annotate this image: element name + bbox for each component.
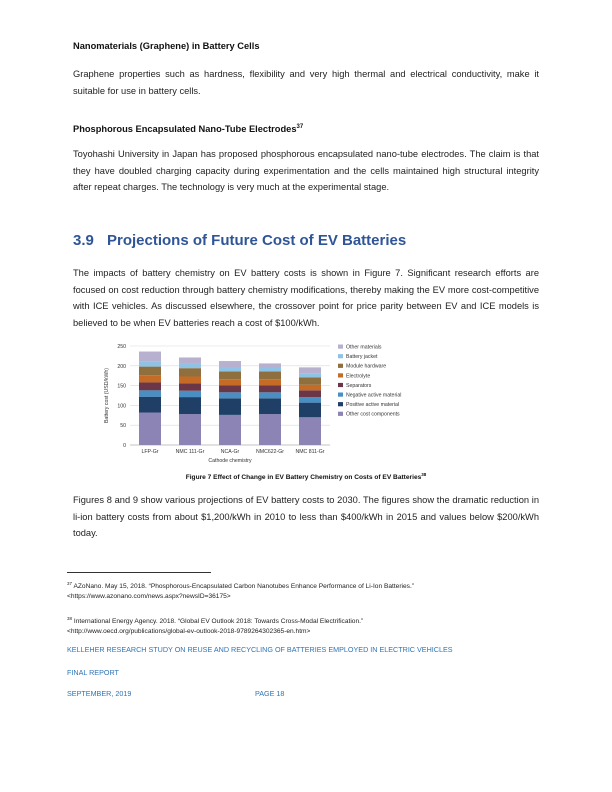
battery-cost-chart — [88, 338, 508, 466]
bar-module-hardware-nmc-811-gr — [299, 377, 321, 385]
figure-caption-text: Figure 7 Effect of Change in EV Battery Chemistry on Costs of EV Batteries — [185, 474, 422, 482]
y-tick-label: 200 — [117, 363, 126, 370]
bar-other-cost-components-nmc-811-gr — [299, 417, 321, 445]
legend-swatch-battery-jacket — [338, 354, 343, 358]
footer-report: FINAL REPORT — [67, 668, 119, 677]
section-title — [73, 232, 539, 249]
bar-electrolyte-nca-gr — [219, 379, 241, 385]
legend-label-battery-jacket: Battery jacket — [346, 354, 378, 361]
bar-electrolyte-nmc-811-gr — [299, 385, 321, 391]
projections-paragraph: The impacts of battery chemistry on EV battery costs is shown in Figure 7. Significant research efforts are focused on cost reduction through battery chemistry modifications, thereby making the EV more cost-competitive with ICE vehicles. As discussed elsewhere, the crossover point for price parity between EV and ICE models is believed to be when EV batteries reach a cost of $100/kWh. — [73, 268, 539, 328]
bar-other-materials-nca-gr — [219, 361, 241, 367]
bar-battery-jacket-nmc622-gr — [259, 367, 281, 371]
legend-swatch-positive-active-material — [338, 402, 343, 406]
x-tick-label: NMC622-Gr — [256, 449, 284, 455]
phosphorous-paragraph: Toyohashi University in Japan has proposed phosphorous encapsulated nano-tube electrodes. The claim is that they have doubled charging capacity during experimentation and the cells maintained high structural integrity after repeat charges. The technology is very much at the experimental stage. — [73, 149, 539, 192]
bar-battery-jacket-nca-gr — [219, 367, 241, 371]
bar-positive-active-material-nmc-811-gr — [299, 403, 321, 418]
figures-paragraph: Figures 8 and 9 show various projections of EV battery costs to 2030. The figures show the dramatic reduction in li-ion battery costs from about $1,200/kWh in 2010 to less than $400/kWh in 2015 and values below $200/kWh today. — [73, 495, 539, 538]
footnote-38-text: International Energy Agency. 2018. “Global EV Outlook 2018: Towards Cross-Modal Electrification.” — [73, 618, 364, 626]
x-tick-label: LFP-Gr — [141, 449, 159, 455]
legend-swatch-module-hardware — [338, 364, 343, 368]
legend-swatch-other-cost-components — [338, 412, 343, 416]
footnote-38-number: 38 — [67, 616, 73, 621]
x-tick-label: NCA-Gr — [220, 449, 240, 455]
graphene-heading: Nanomaterials (Graphene) in Battery Cells — [73, 41, 260, 51]
bar-other-cost-components-nca-gr — [219, 415, 241, 445]
footnote-37-text: AZoNano. May 15, 2018. “Phosphorous-Encapsulated Carbon Nanotubes Enhance Performance of Li-Ion Batteries.” — [73, 583, 414, 591]
footnote-37 — [67, 579, 547, 602]
bar-positive-active-material-nmc622-gr — [259, 398, 281, 414]
bar-electrolyte-nmc622-gr — [259, 379, 281, 385]
x-tick-label: NMC 811-Gr — [295, 449, 325, 455]
bar-negative-active-material-nca-gr — [219, 392, 241, 398]
bar-module-hardware-nmc622-gr — [259, 371, 281, 379]
bar-positive-active-material-nca-gr — [219, 398, 241, 415]
bar-separators-nmc622-gr — [259, 385, 281, 392]
footnote-ref-37[interactable]: 37 — [296, 124, 304, 130]
footnote-38-line1 — [67, 614, 547, 627]
legend-label-other-materials: Other materials — [346, 344, 382, 351]
footnote-38 — [67, 614, 547, 637]
footer-study-title: KELLEHER RESEARCH STUDY ON REUSE AND RECYCLING OF BATTERIES EMPLOYED IN ELECTRIC VEHICLES — [67, 645, 453, 654]
bar-module-hardware-nmc-111-gr — [179, 368, 201, 376]
bar-other-materials-nmc622-gr — [259, 363, 281, 367]
bar-negative-active-material-nmc-811-gr — [299, 397, 321, 403]
bar-negative-active-material-nmc622-gr — [259, 392, 281, 398]
bar-module-hardware-nca-gr — [219, 371, 241, 379]
bar-other-materials-nmc-111-gr — [179, 357, 201, 363]
bar-separators-nmc-111-gr — [179, 383, 201, 391]
bar-battery-jacket-lfp-gr — [139, 362, 161, 367]
footer-date: SEPTEMBER, 2019 — [67, 689, 132, 698]
footnote-37-url[interactable]: <https://www.azonano.com/news.aspx?newsID=36175> — [67, 593, 231, 601]
bar-other-materials-nmc-811-gr — [299, 367, 321, 373]
legend-swatch-separators — [338, 383, 343, 387]
footnote-37-line1 — [67, 579, 547, 592]
phosphorous-heading-text: Phosphorous Encapsulated Nano-Tube Electrodes — [73, 124, 297, 135]
x-axis-label: Cathode chemistry — [208, 458, 252, 464]
y-tick-label: 50 — [120, 423, 126, 430]
y-tick-label: 150 — [117, 383, 126, 390]
bar-separators-lfp-gr — [139, 382, 161, 390]
y-axis-label: Battery cost (USD/kWh) — [104, 367, 110, 424]
legend-label-electrolyte: Electrolyte — [346, 373, 371, 380]
legend-label-other-cost-components: Other cost components — [346, 411, 400, 418]
footnote-divider — [67, 572, 211, 573]
x-tick-label: NMC 111-Gr — [175, 449, 205, 455]
legend-label-module-hardware: Module hardware — [346, 363, 387, 370]
y-tick-label: 0 — [123, 443, 126, 449]
legend-swatch-negative-active-material — [338, 393, 343, 397]
bar-other-cost-components-lfp-gr — [139, 413, 161, 445]
legend-label-separators: Separators — [346, 382, 372, 389]
bar-negative-active-material-lfp-gr — [139, 390, 161, 396]
legend-label-positive-active-material: Positive active material — [346, 402, 400, 409]
bar-negative-active-material-nmc-111-gr — [179, 391, 201, 397]
bar-positive-active-material-lfp-gr — [139, 397, 161, 413]
bar-positive-active-material-nmc-111-gr — [179, 397, 201, 414]
graphene-paragraph: Graphene properties such as hardness, flexibility and very high thermal and electrical conductivity, make it suitable for use in battery cells. — [73, 69, 539, 96]
bar-electrolyte-nmc-111-gr — [179, 376, 201, 383]
section-title-text: Projections of Future Cost of EV Batteries — [107, 232, 407, 249]
footer-page-number: PAGE 18 — [255, 689, 285, 698]
footnote-38-url[interactable]: <http://www.oecd.org/publications/global-ev-outlook-2018-9789264302365-en.htm> — [67, 628, 311, 636]
bar-electrolyte-lfp-gr — [139, 375, 161, 382]
figure-caption — [73, 472, 539, 481]
bar-other-materials-lfp-gr — [139, 352, 161, 362]
bar-module-hardware-lfp-gr — [139, 367, 161, 376]
phosphorous-heading — [73, 124, 539, 134]
bar-separators-nca-gr — [219, 385, 241, 392]
legend-swatch-other-materials — [338, 345, 343, 349]
bar-battery-jacket-nmc-111-gr — [179, 363, 201, 368]
bar-battery-jacket-nmc-811-gr — [299, 373, 321, 377]
legend-label-negative-active-material: Negative active material — [346, 392, 402, 399]
y-tick-label: 100 — [117, 403, 126, 410]
bar-separators-nmc-811-gr — [299, 390, 321, 397]
y-tick-label: 250 — [117, 344, 126, 350]
footnote-37-number: 37 — [67, 581, 73, 586]
bar-other-cost-components-nmc-111-gr — [179, 414, 201, 445]
section-number: 3.9 — [73, 232, 94, 249]
footnote-ref-38[interactable]: 38 — [421, 472, 427, 477]
legend-swatch-electrolyte — [338, 373, 343, 377]
bar-other-cost-components-nmc622-gr — [259, 414, 281, 445]
